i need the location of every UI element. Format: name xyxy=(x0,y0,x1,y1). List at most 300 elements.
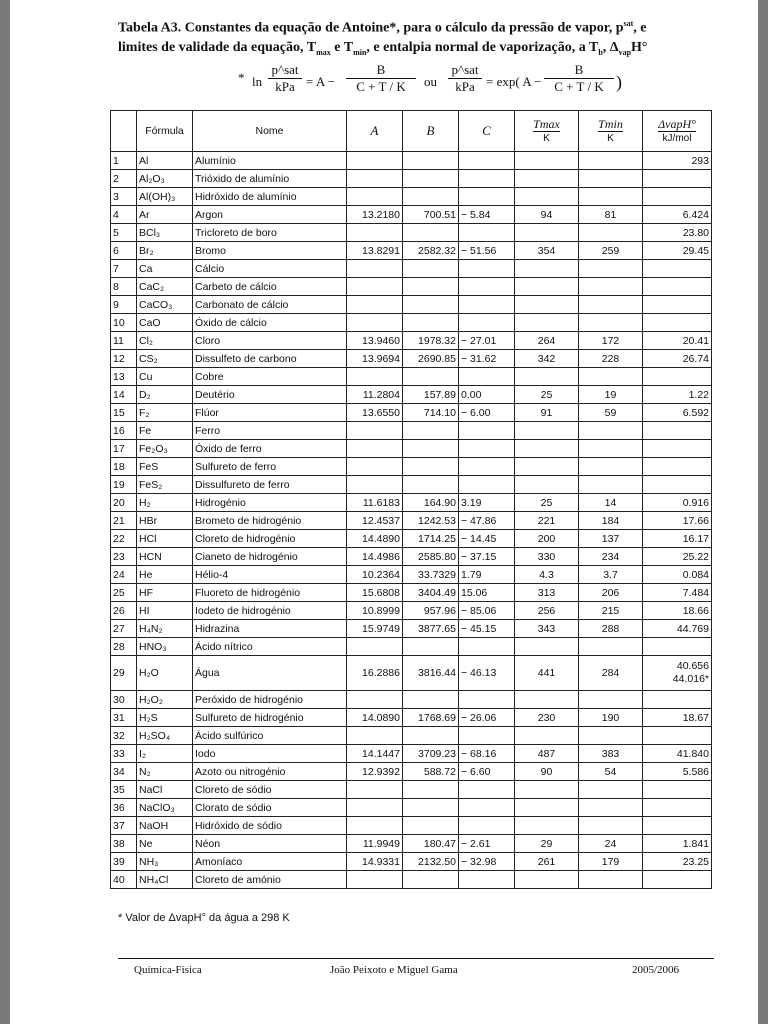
cell-nome: Cálcio xyxy=(193,260,347,278)
table-body xyxy=(111,152,712,889)
cell-f: Cu xyxy=(137,368,193,386)
cell-b xyxy=(403,781,459,799)
table-row xyxy=(111,206,712,224)
cell-nome: Cloreto de amónio xyxy=(193,871,347,889)
cell-c: − 47.86 xyxy=(459,512,515,530)
table-row xyxy=(111,548,712,566)
formula-eq2: = exp( A − xyxy=(486,74,542,89)
cell-f: N₂ xyxy=(137,763,193,781)
header-enthalpy: ΔvapH° kJ/mol xyxy=(643,111,712,152)
cell-tmax: 221 xyxy=(515,512,579,530)
cell-b xyxy=(403,638,459,656)
cell-h: 29.45 xyxy=(643,242,712,260)
cell-f: NaOH xyxy=(137,817,193,835)
cell-nome: Hélio-4 xyxy=(193,566,347,584)
cell-tmin: 228 xyxy=(579,350,643,368)
cell-a: 10.8999 xyxy=(347,602,403,620)
footer-left: Química-Física xyxy=(134,964,202,976)
cell-nome: Néon xyxy=(193,835,347,853)
cell-f: Ne xyxy=(137,835,193,853)
cell-tmax: 487 xyxy=(515,745,579,763)
table-row xyxy=(111,242,712,260)
cell-tmax xyxy=(515,188,579,206)
cell-c: − 5.84 xyxy=(459,206,515,224)
cell-n: 33 xyxy=(111,745,137,763)
cell-h xyxy=(643,296,712,314)
cell-tmin: 24 xyxy=(579,835,643,853)
cell-nome: Argon xyxy=(193,206,347,224)
cell-n: 39 xyxy=(111,853,137,871)
table-row xyxy=(111,584,712,602)
cell-tmin xyxy=(579,278,643,296)
cell-tmax xyxy=(515,224,579,242)
cell-a xyxy=(347,638,403,656)
cell-nome: Clorato de sódio xyxy=(193,799,347,817)
cell-f: I₂ xyxy=(137,745,193,763)
cell-c xyxy=(459,691,515,709)
cell-f: H₂ xyxy=(137,494,193,512)
cell-nome: Óxido de cálcio xyxy=(193,314,347,332)
cell-c xyxy=(459,727,515,745)
table-row xyxy=(111,817,712,835)
cell-nome: Peróxido de hidrogénio xyxy=(193,691,347,709)
cell-a xyxy=(347,727,403,745)
cell-n: 9 xyxy=(111,296,137,314)
cell-tmax: 441 xyxy=(515,656,579,691)
cell-nome: Hidrazina xyxy=(193,620,347,638)
cell-b: 164.90 xyxy=(403,494,459,512)
cell-a: 14.0890 xyxy=(347,709,403,727)
cell-n: 8 xyxy=(111,278,137,296)
antoine-equation xyxy=(238,60,638,106)
cell-n: 24 xyxy=(111,566,137,584)
cell-f: HNO₃ xyxy=(137,638,193,656)
table-row xyxy=(111,620,712,638)
cell-c: − 27.01 xyxy=(459,332,515,350)
cell-a: 12.4537 xyxy=(347,512,403,530)
header-formula: Fórmula xyxy=(137,111,193,152)
cell-tmin: 19 xyxy=(579,386,643,404)
cell-a: 12.9392 xyxy=(347,763,403,781)
cell-n: 30 xyxy=(111,691,137,709)
cell-tmin: 137 xyxy=(579,530,643,548)
cell-f: H₂O xyxy=(137,656,193,691)
table-row xyxy=(111,296,712,314)
cell-tmin xyxy=(579,170,643,188)
cell-h: 1.841 xyxy=(643,835,712,853)
cell-tmin: 284 xyxy=(579,656,643,691)
cell-b xyxy=(403,296,459,314)
cell-tmin xyxy=(579,781,643,799)
cell-nome: Carbeto de cálcio xyxy=(193,278,347,296)
cell-f: NH₃ xyxy=(137,853,193,871)
cell-c xyxy=(459,476,515,494)
cell-c: 0.00 xyxy=(459,386,515,404)
cell-c: 3.19 xyxy=(459,494,515,512)
cell-n: 38 xyxy=(111,835,137,853)
header-a: A xyxy=(347,111,403,152)
cell-h xyxy=(643,458,712,476)
cell-a: 14.4890 xyxy=(347,530,403,548)
cell-n: 26 xyxy=(111,602,137,620)
cell-b: 957.96 xyxy=(403,602,459,620)
cell-tmax xyxy=(515,314,579,332)
cell-nome: Ácido nítrico xyxy=(193,638,347,656)
cell-a: 11.2804 xyxy=(347,386,403,404)
cell-tmax: 354 xyxy=(515,242,579,260)
cell-b xyxy=(403,314,459,332)
cell-a: 13.9694 xyxy=(347,350,403,368)
cell-b: 157.89 xyxy=(403,386,459,404)
cell-c xyxy=(459,152,515,170)
cell-c xyxy=(459,296,515,314)
cell-tmax xyxy=(515,152,579,170)
cell-h xyxy=(643,781,712,799)
cell-a xyxy=(347,781,403,799)
table-row xyxy=(111,458,712,476)
cell-b: 33.7329 xyxy=(403,566,459,584)
cell-h: 18.67 xyxy=(643,709,712,727)
cell-a xyxy=(347,188,403,206)
cell-n: 25 xyxy=(111,584,137,602)
table-row xyxy=(111,152,712,170)
footnote: * Valor de ΔvapH° da água a 298 K xyxy=(118,912,290,924)
table-row xyxy=(111,835,712,853)
cell-nome: Hidróxido de alumínio xyxy=(193,188,347,206)
cell-b: 700.51 xyxy=(403,206,459,224)
cell-c: 15.06 xyxy=(459,584,515,602)
cell-h xyxy=(643,691,712,709)
cell-h xyxy=(643,170,712,188)
cell-b xyxy=(403,152,459,170)
cell-f: Ca xyxy=(137,260,193,278)
cell-n: 19 xyxy=(111,476,137,494)
cell-n: 21 xyxy=(111,512,137,530)
cell-tmax xyxy=(515,727,579,745)
cell-n: 31 xyxy=(111,709,137,727)
table-row xyxy=(111,386,712,404)
cell-a: 15.9749 xyxy=(347,620,403,638)
cell-a: 15.6808 xyxy=(347,584,403,602)
cell-h: 20.41 xyxy=(643,332,712,350)
cell-c: − 31.62 xyxy=(459,350,515,368)
cell-tmin: 14 xyxy=(579,494,643,512)
table-row xyxy=(111,853,712,871)
header-name: Nome xyxy=(193,111,347,152)
cell-n: 16 xyxy=(111,422,137,440)
cell-f: H₂S xyxy=(137,709,193,727)
cell-b: 3877.65 xyxy=(403,620,459,638)
cell-nome: Fluoreto de hidrogénio xyxy=(193,584,347,602)
cell-tmin xyxy=(579,260,643,278)
table-row xyxy=(111,656,712,691)
cell-b xyxy=(403,260,459,278)
formula-eq1: = A − xyxy=(306,74,336,89)
formula-fraction-b2: $\frac{B}{C + T / K}$ xyxy=(544,62,614,95)
cell-h xyxy=(643,817,712,835)
cell-a xyxy=(347,224,403,242)
cell-tmin: 81 xyxy=(579,206,643,224)
cell-tmin: 190 xyxy=(579,709,643,727)
cell-f: He xyxy=(137,566,193,584)
cell-h: 0.084 xyxy=(643,566,712,584)
cell-f: CaO xyxy=(137,314,193,332)
antoine-table xyxy=(110,110,712,889)
formula-ln: ln xyxy=(252,74,263,89)
cell-c xyxy=(459,781,515,799)
cell-n: 2 xyxy=(111,170,137,188)
cell-tmin: 215 xyxy=(579,602,643,620)
cell-c xyxy=(459,440,515,458)
cell-b: 3404.49 xyxy=(403,584,459,602)
cell-b xyxy=(403,799,459,817)
cell-h xyxy=(643,871,712,889)
cell-b: 180.47 xyxy=(403,835,459,853)
cell-a: 16.2886 xyxy=(347,656,403,691)
cell-a: 14.4986 xyxy=(347,548,403,566)
cell-h: 23.25 xyxy=(643,853,712,871)
cell-nome: Cloreto de hidrogénio xyxy=(193,530,347,548)
cell-h: 7.484 xyxy=(643,584,712,602)
cell-tmin xyxy=(579,296,643,314)
cell-h: 6.592 xyxy=(643,404,712,422)
cell-b: 2132.50 xyxy=(403,853,459,871)
cell-nome: Azoto ou nitrogénio xyxy=(193,763,347,781)
table-row xyxy=(111,332,712,350)
cell-tmin xyxy=(579,440,643,458)
cell-tmin xyxy=(579,458,643,476)
cell-tmin: 172 xyxy=(579,332,643,350)
cell-f: H₂SO₄ xyxy=(137,727,193,745)
cell-n: 12 xyxy=(111,350,137,368)
cell-b xyxy=(403,691,459,709)
cell-tmax: 230 xyxy=(515,709,579,727)
cell-b: 714.10 xyxy=(403,404,459,422)
cell-c xyxy=(459,224,515,242)
cell-f: CS₂ xyxy=(137,350,193,368)
cell-tmax xyxy=(515,368,579,386)
cell-h xyxy=(643,188,712,206)
cell-tmin xyxy=(579,224,643,242)
cell-b: 1242.53 xyxy=(403,512,459,530)
cell-nome: Água xyxy=(193,656,347,691)
cell-a: 11.9949 xyxy=(347,835,403,853)
cell-n: 14 xyxy=(111,386,137,404)
cell-b: 588.72 xyxy=(403,763,459,781)
cell-a: 10.2364 xyxy=(347,566,403,584)
cell-b xyxy=(403,476,459,494)
cell-f: HCl xyxy=(137,530,193,548)
table-row xyxy=(111,871,712,889)
table-row xyxy=(111,224,712,242)
cell-b: 2585.80 xyxy=(403,548,459,566)
header-tmax: Tmax K xyxy=(515,111,579,152)
cell-nome: Sulfureto de hidrogénio xyxy=(193,709,347,727)
cell-c xyxy=(459,871,515,889)
cell-tmax: 343 xyxy=(515,620,579,638)
formula-fraction-left: p^sat kPa xyxy=(268,62,302,95)
cell-tmin xyxy=(579,422,643,440)
cell-nome: Brometo de hidrogénio xyxy=(193,512,347,530)
cell-tmax xyxy=(515,691,579,709)
cell-n: 6 xyxy=(111,242,137,260)
cell-tmax: 342 xyxy=(515,350,579,368)
cell-a xyxy=(347,278,403,296)
header-tmin: Tmin K xyxy=(579,111,643,152)
cell-tmax: 261 xyxy=(515,853,579,871)
cell-c xyxy=(459,799,515,817)
cell-b: 1978.32 xyxy=(403,332,459,350)
cell-f: H₄N₂ xyxy=(137,620,193,638)
header-b: B xyxy=(403,111,459,152)
cell-nome: Deutério xyxy=(193,386,347,404)
cell-n: 13 xyxy=(111,368,137,386)
cell-b xyxy=(403,727,459,745)
cell-a: 13.6550 xyxy=(347,404,403,422)
cell-h: 26.74 xyxy=(643,350,712,368)
cell-a xyxy=(347,458,403,476)
cell-f: Fe xyxy=(137,422,193,440)
cell-c xyxy=(459,368,515,386)
cell-tmin xyxy=(579,368,643,386)
table-row xyxy=(111,763,712,781)
cell-tmax: 200 xyxy=(515,530,579,548)
cell-c: − 68.16 xyxy=(459,745,515,763)
cell-f: Al₂O₃ xyxy=(137,170,193,188)
cell-nome: Óxido de ferro xyxy=(193,440,347,458)
cell-n: 27 xyxy=(111,620,137,638)
cell-tmin: 288 xyxy=(579,620,643,638)
formula-fraction-right: p^sat kPa xyxy=(448,62,482,95)
cell-c: − 45.15 xyxy=(459,620,515,638)
title-line-2: limites de validade da equação, $T_{max}$ e $T_{min}$, e entalpia normal de vaporização, a $T_b$, $\Delta_{vap}H^\circ$ xyxy=(118,39,648,57)
cell-c xyxy=(459,170,515,188)
cell-a xyxy=(347,476,403,494)
cell-tmin: 383 xyxy=(579,745,643,763)
cell-tmax xyxy=(515,638,579,656)
header-c: C xyxy=(459,111,515,152)
cell-n: 5 xyxy=(111,224,137,242)
cell-n: 23 xyxy=(111,548,137,566)
title-line-1: Tabela A3. Constantes da equação de Antoine*, para o cálculo da pressão de vapor, $p^{sat}$, e xyxy=(118,19,647,36)
cell-tmin: 54 xyxy=(579,763,643,781)
cell-a xyxy=(347,170,403,188)
cell-a xyxy=(347,260,403,278)
table-row xyxy=(111,566,712,584)
cell-c: 1.79 xyxy=(459,566,515,584)
cell-c xyxy=(459,314,515,332)
cell-a: 14.1447 xyxy=(347,745,403,763)
cell-c: − 46.13 xyxy=(459,656,515,691)
cell-b xyxy=(403,170,459,188)
formula-fraction-b: $\frac{B}{C + T / K}$ xyxy=(346,62,416,95)
table-row xyxy=(111,404,712,422)
header-number xyxy=(111,111,137,152)
cell-c: − 2.61 xyxy=(459,835,515,853)
cell-f: NaCl xyxy=(137,781,193,799)
cell-h: 0.916 xyxy=(643,494,712,512)
cell-tmin xyxy=(579,727,643,745)
cell-tmin: 206 xyxy=(579,584,643,602)
cell-n: 18 xyxy=(111,458,137,476)
cell-nome: Amoníaco xyxy=(193,853,347,871)
cell-tmin xyxy=(579,691,643,709)
table-row xyxy=(111,314,712,332)
cell-tmax: 25 xyxy=(515,386,579,404)
cell-nome: Iodeto de hidrogénio xyxy=(193,602,347,620)
cell-tmin xyxy=(579,314,643,332)
cell-b: 1768.69 xyxy=(403,709,459,727)
cell-tmin xyxy=(579,152,643,170)
cell-a xyxy=(347,152,403,170)
cell-tmax xyxy=(515,871,579,889)
cell-tmin xyxy=(579,188,643,206)
cell-c: − 6.00 xyxy=(459,404,515,422)
cell-tmin: 3.7 xyxy=(579,566,643,584)
cell-n: 3 xyxy=(111,188,137,206)
cell-nome: Cloro xyxy=(193,332,347,350)
table-row xyxy=(111,727,712,745)
cell-b xyxy=(403,422,459,440)
cell-h: 293 xyxy=(643,152,712,170)
table-row xyxy=(111,799,712,817)
cell-a xyxy=(347,422,403,440)
table-header-row xyxy=(111,111,712,152)
cell-b xyxy=(403,440,459,458)
table-row xyxy=(111,494,712,512)
cell-b: 3816.44 xyxy=(403,656,459,691)
cell-a: 13.2180 xyxy=(347,206,403,224)
cell-b: 3709.23 xyxy=(403,745,459,763)
cell-c xyxy=(459,817,515,835)
cell-c: − 26.06 xyxy=(459,709,515,727)
table-row xyxy=(111,188,712,206)
cell-h: 40.656 44.016* xyxy=(643,656,712,691)
cell-tmin: 259 xyxy=(579,242,643,260)
cell-nome: Iodo xyxy=(193,745,347,763)
cell-h: 6.424 xyxy=(643,206,712,224)
footer-right: 2005/2006 xyxy=(632,964,680,976)
table-row xyxy=(111,781,712,799)
table-row xyxy=(111,440,712,458)
cell-c xyxy=(459,188,515,206)
cell-tmax xyxy=(515,296,579,314)
cell-nome: Carbonato de cálcio xyxy=(193,296,347,314)
cell-h xyxy=(643,476,712,494)
cell-f: HBr xyxy=(137,512,193,530)
table-row xyxy=(111,709,712,727)
cell-tmin: 179 xyxy=(579,853,643,871)
cell-nome: Flúor xyxy=(193,404,347,422)
cell-tmax: 94 xyxy=(515,206,579,224)
cell-tmin: 184 xyxy=(579,512,643,530)
cell-h: 25.22 xyxy=(643,548,712,566)
document-page xyxy=(10,0,758,1024)
cell-h: 41.840 xyxy=(643,745,712,763)
cell-h: 44.769 xyxy=(643,620,712,638)
cell-n: 10 xyxy=(111,314,137,332)
cell-c xyxy=(459,422,515,440)
cell-tmax: 25 xyxy=(515,494,579,512)
cell-h: 5.586 xyxy=(643,763,712,781)
table-row xyxy=(111,278,712,296)
cell-a xyxy=(347,871,403,889)
cell-tmin xyxy=(579,799,643,817)
footer-center: João Peixoto e Miguel Gama xyxy=(330,964,458,976)
cell-a: 13.8291 xyxy=(347,242,403,260)
cell-nome: Alumínio xyxy=(193,152,347,170)
cell-tmin xyxy=(579,638,643,656)
